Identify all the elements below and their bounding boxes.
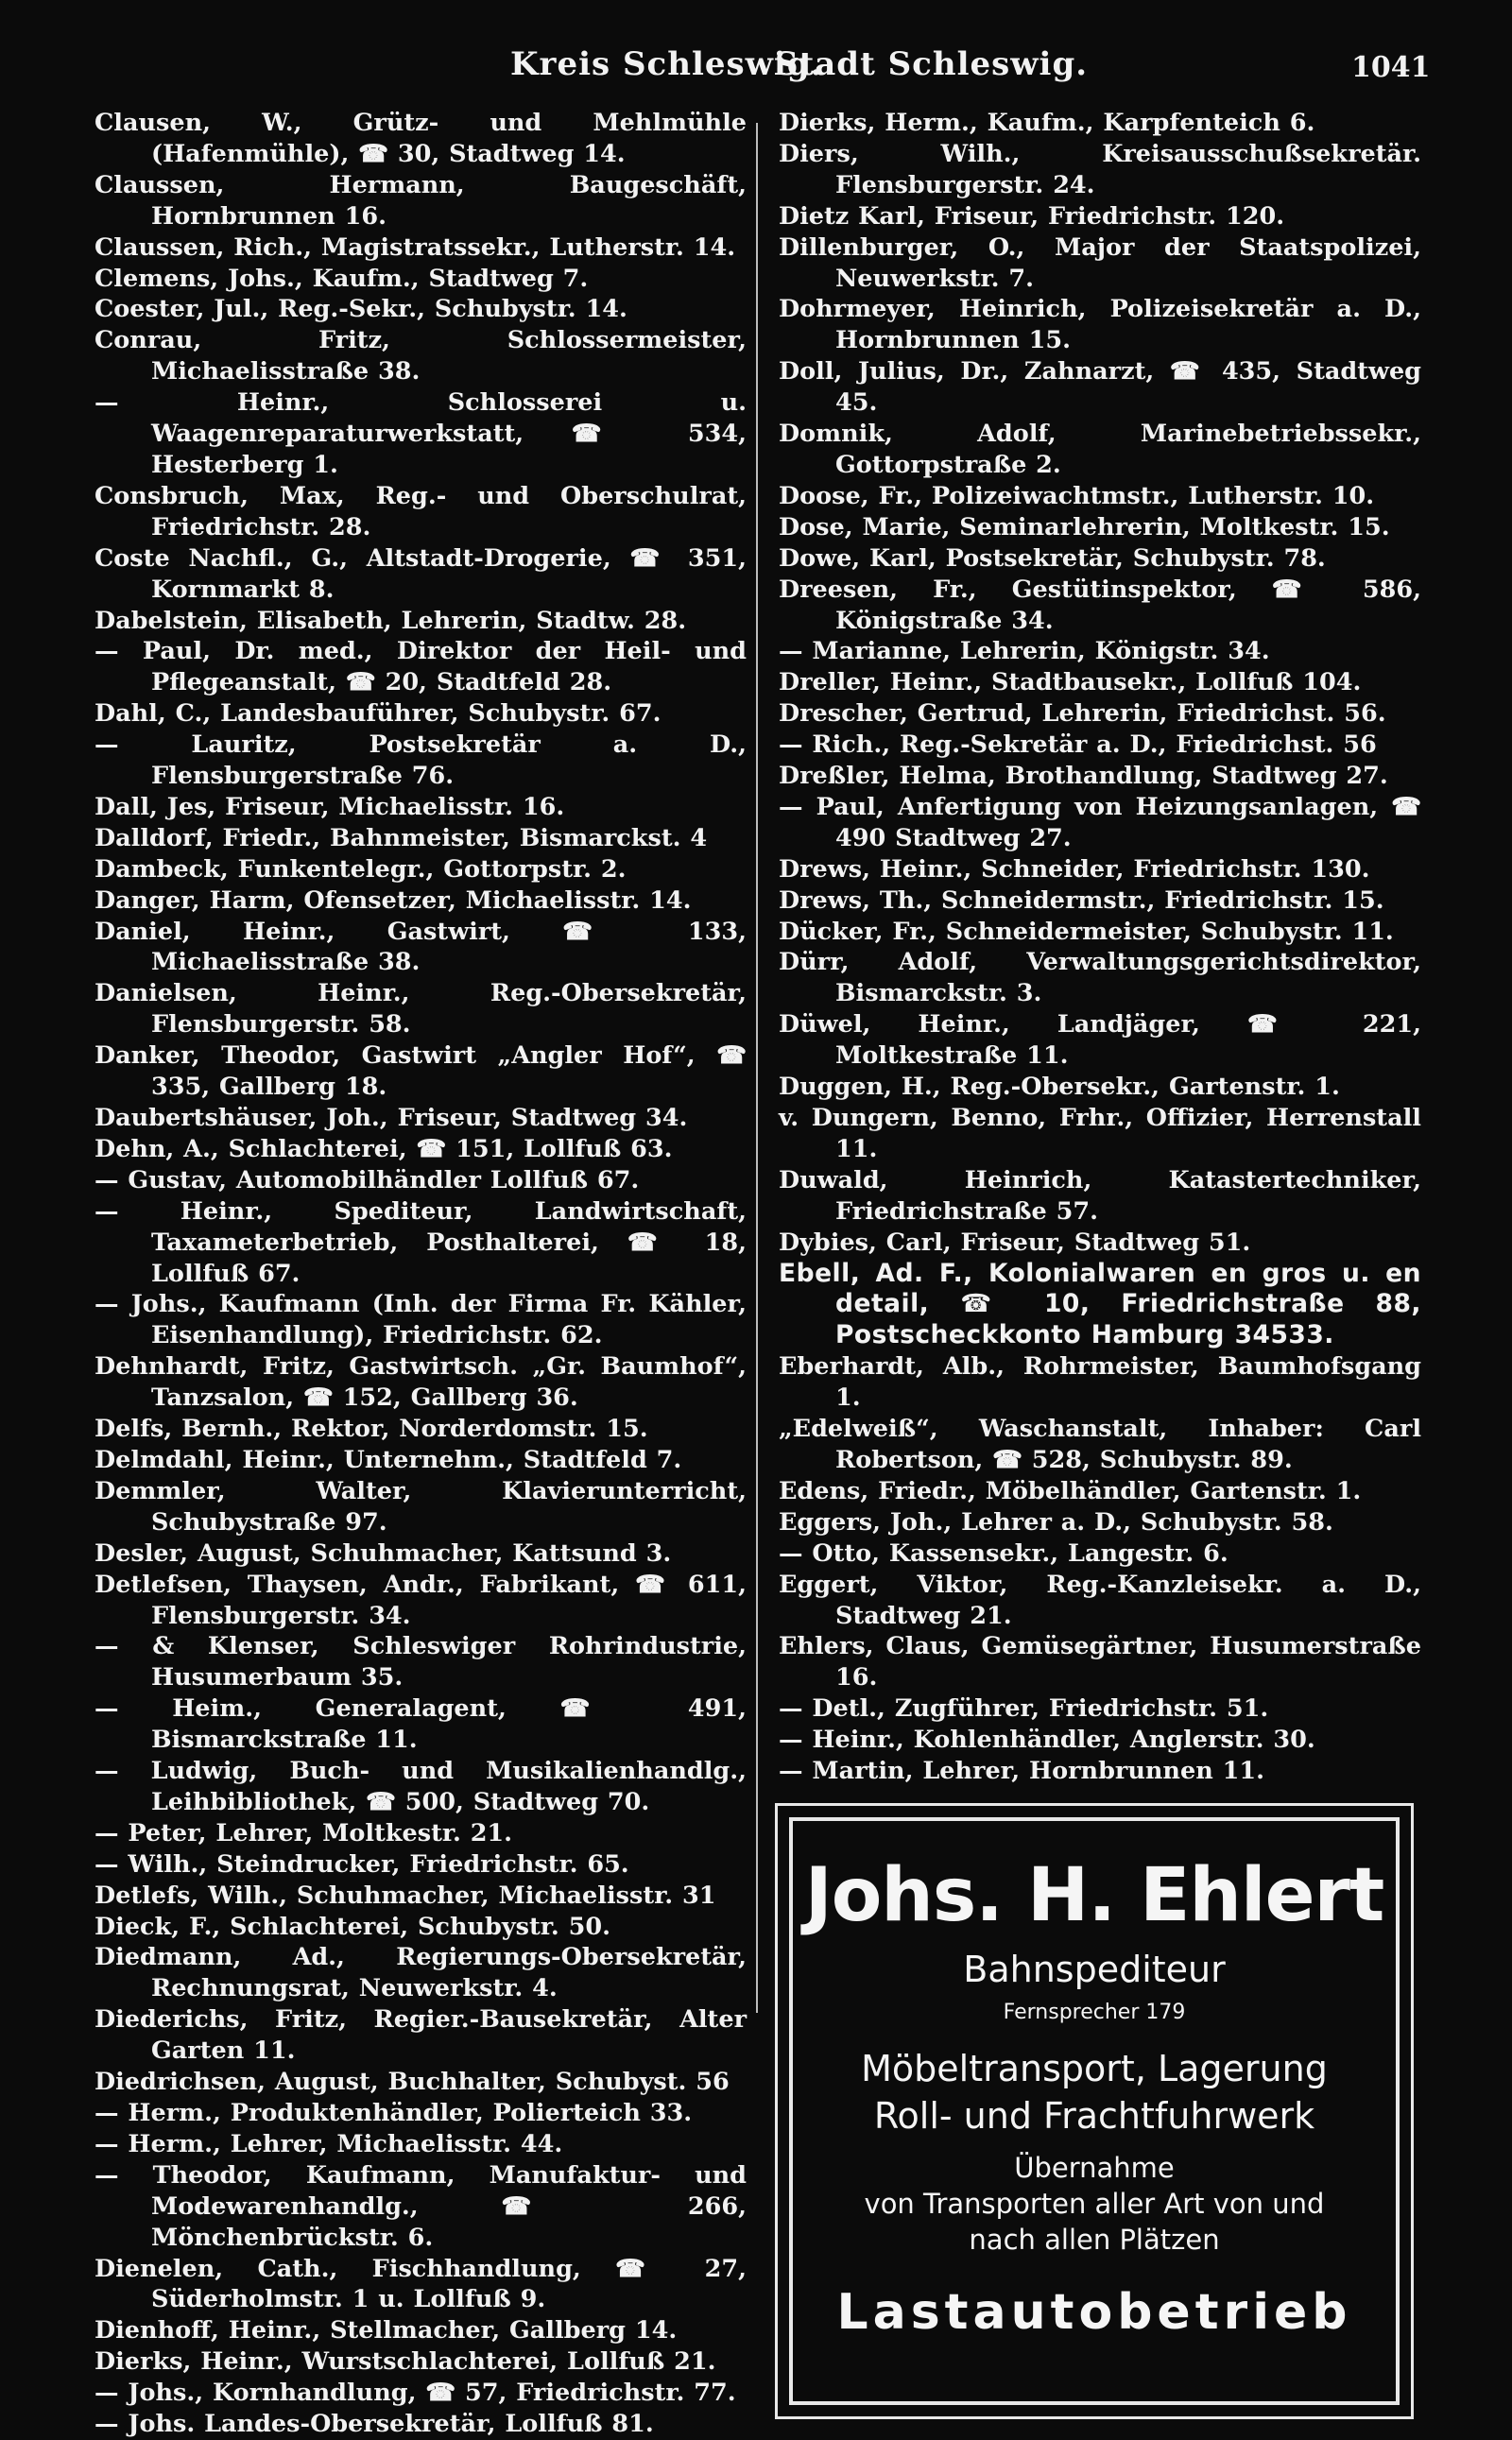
directory-entry: — Herm., Produktenhändler, Polierteich 33. bbox=[94, 2099, 693, 2127]
directory-entry: Dienhoff, Heinr., Stellmacher, Gallberg 14. bbox=[94, 2316, 678, 2345]
directory-entry: Dehnhardt, Fritz, Gastwirtsch. „Gr. Baumhof“, Tanzsalon, ☎ 152, Gallberg 36. bbox=[94, 1352, 747, 1413]
directory-entry: v. Dungern, Benno, Frhr., Offizier, Herrenstall 11. bbox=[779, 1104, 1421, 1163]
header-city: Stadt Schleswig. bbox=[775, 45, 1089, 83]
directory-entry: Dose, Marie, Seminarlehrerin, Moltkestr. 15. bbox=[779, 512, 1390, 541]
directory-entry: Dreesen, Fr., Gestütinspektor, ☎ 586, Königstraße 34. bbox=[779, 575, 1421, 635]
directory-entry: — Paul, Dr. med., Direktor der Heil- und Pflegeanstalt, ☎ 20, Stadtfeld 28. bbox=[94, 637, 747, 697]
directory-entry: Eberhardt, Alb., Rohrmeister, Baumhofsgang 1. bbox=[779, 1352, 1421, 1413]
right-column bbox=[779, 108, 1421, 1787]
directory-entry: Delmdahl, Heinr., Unternehm., Stadtfeld 7. bbox=[94, 1445, 682, 1474]
directory-entry: Dowe, Karl, Postsekretär, Schubystr. 78. bbox=[779, 543, 1326, 573]
directory-entry: Dietz Karl, Friseur, Friedrichstr. 120. bbox=[779, 201, 1285, 231]
directory-entry: — Wilh., Steindrucker, Friedrichstr. 65. bbox=[94, 1849, 629, 1879]
directory-entry: Demmler, Walter, Klavierunterricht, Schubystraße 97. bbox=[94, 1476, 747, 1537]
directory-entry: — Johs., Kaufmann (Inh. der Firma Fr. Kähler, Eisenhandlung), Friedrichstr. 62. bbox=[94, 1290, 747, 1350]
directory-entry: Drews, Th., Schneidermstr., Friedrichstr. 15. bbox=[779, 885, 1384, 915]
directory-entry: Detlefsen, Thaysen, Andr., Fabrikant, ☎ 611, Flensburgerstr. 34. bbox=[94, 1570, 747, 1630]
directory-entry: Clemens, Johs., Kaufm., Stadtweg 7. bbox=[94, 264, 589, 293]
directory-entry: Delfs, Bernh., Rektor, Norderdomstr. 15. bbox=[94, 1415, 648, 1444]
directory-entry: Dohrmeyer, Heinrich, Polizeisekretär a. D., Hornbrunnen 15. bbox=[779, 295, 1421, 355]
header-district: Kreis Schleswig. bbox=[510, 45, 823, 83]
advertiser-name: Johs. H. Ehlert bbox=[804, 1853, 1384, 1938]
directory-entry: Duggen, H., Reg.-Obersekr., Gartenstr. 1. bbox=[779, 1073, 1340, 1102]
directory-entry: Dalldorf, Friedr., Bahnmeister, Bismarckst. 4 bbox=[94, 823, 708, 852]
directory-entry: — Marianne, Lehrerin, Königstr. 34. bbox=[779, 637, 1270, 666]
directory-entry: Dieck, F., Schlachterei, Schubystr. 50. bbox=[94, 1912, 611, 1941]
advertisement bbox=[775, 1803, 1414, 2419]
directory-entry: Conrau, Fritz, Schlossermeister, Michaelisstraße 38. bbox=[94, 326, 747, 387]
directory-entry: Dall, Jes, Friseur, Michaelisstr. 16. bbox=[94, 792, 565, 821]
directory-entry: Dürr, Adolf, Verwaltungsgerichtsdirektor, Bismarckstr. 3. bbox=[779, 948, 1421, 1008]
directory-entry: — Heinr., Kohlenhändler, Anglerstr. 30. bbox=[779, 1726, 1315, 1755]
directory-entry: — Martin, Lehrer, Hornbrunnen 11. bbox=[779, 1757, 1264, 1786]
directory-entry: — Paul, Anfertigung von Heizungsanlagen, ☎ 490 Stadtweg 27. bbox=[779, 792, 1421, 852]
directory-entry: Doose, Fr., Polizeiwachtmstr., Lutherstr. 10. bbox=[779, 481, 1375, 510]
directory-entry: Claussen, Hermann, Baugeschäft, Hornbrunnen 16. bbox=[94, 170, 747, 231]
directory-entry: Ehlers, Claus, Gemüsegärtner, Husumerstraße 16. bbox=[779, 1632, 1421, 1693]
directory-entry: Dehn, A., Schlachterei, ☎ 151, Lollfuß 63. bbox=[94, 1134, 673, 1163]
directory-entry: — Gustav, Automobilhändler Lollfuß 67. bbox=[94, 1165, 640, 1194]
advert-line-5: nach allen Plätzen bbox=[969, 2224, 1220, 2256]
directory-entry-advert: Ebell, Ad. F., Kolonialwaren en gros u. en detail, ☎ 10, Friedrichstraße 88, Postscheckkonto Hamburg 34533. bbox=[779, 1258, 1421, 1350]
directory-entry: Dienelen, Cath., Fischhandlung, ☎ 27, Süderholmstr. 1 u. Lollfuß 9. bbox=[94, 2254, 747, 2314]
directory-entry: — Heim., Generalagent, ☎ 491, Bismarckstraße 11. bbox=[94, 1694, 747, 1755]
directory-entry: — Rich., Reg.-Sekretär a. D., Friedrichst. 56 bbox=[779, 730, 1377, 760]
directory-entry: — Herm., Lehrer, Michaelisstr. 44. bbox=[94, 2129, 563, 2158]
directory-entry: Desler, August, Schuhmacher, Kattsund 3. bbox=[94, 1538, 672, 1568]
directory-entry: — Johs., Kornhandlung, ☎ 57, Friedrichstr. 77. bbox=[94, 2379, 736, 2408]
directory-entry: Duwald, Heinrich, Katastertechniker, Friedrichstraße 57. bbox=[779, 1165, 1421, 1226]
advertisement-frame bbox=[789, 1817, 1400, 2405]
directory-entry: „Edelweiß“, Waschanstalt, Inhaber: Carl Robertson, ☎ 528, Schubystr. 89. bbox=[779, 1415, 1421, 1474]
directory-entry: Danker, Theodor, Gastwirt „Angler Hof“, ☎ 335, Gallberg 18. bbox=[94, 1041, 747, 1102]
directory-entry: Diederichs, Fritz, Regier.-Bausekretär, Alter Garten 11. bbox=[94, 2005, 747, 2066]
advertiser-phone: Fernsprecher 179 bbox=[1003, 2001, 1186, 2024]
directory-entry: Dierks, Heinr., Wurstschlachterei, Lollfuß 21. bbox=[94, 2347, 716, 2377]
directory-entry: Diedmann, Ad., Regierungs-Obersekretär, Rechnungsrat, Neuwerkstr. 4. bbox=[94, 1943, 747, 2003]
directory-entry: Dambeck, Funkentelegr., Gottorpstr. 2. bbox=[94, 854, 627, 884]
directory-entry: — Peter, Lehrer, Moltkestr. 21. bbox=[94, 1818, 513, 1847]
directory-entry: Doll, Julius, Dr., Zahnarzt, ☎ 435, Stadtweg 45. bbox=[779, 357, 1421, 418]
advert-line-3: Übernahme bbox=[1014, 2152, 1175, 2184]
advertiser-role: Bahnspediteur bbox=[963, 1949, 1226, 1990]
directory-entry: Coste Nachfl., G., Altstadt-Drogerie, ☎ 351, Kornmarkt 8. bbox=[94, 543, 747, 604]
page-number: 1041 bbox=[1351, 51, 1431, 84]
directory-entry: — Theodor, Kaufmann, Manufaktur- und Modewarenhandlg., ☎ 266, Mönchenbrückstr. 6. bbox=[94, 2160, 747, 2252]
directory-entry: Dahl, C., Landesbauführer, Schubystr. 67. bbox=[94, 699, 662, 729]
directory-entry: — Ludwig, Buch- und Musikalienhandlg., Leihbibliothek, ☎ 500, Stadtweg 70. bbox=[94, 1757, 747, 1816]
advert-line-1: Möbeltransport, Lagerung bbox=[861, 2048, 1328, 2089]
directory-entry: Consbruch, Max, Reg.- und Oberschulrat, Friedrichstr. 28. bbox=[94, 481, 747, 541]
directory-entry: Diedrichsen, August, Buchhalter, Schubyst. 56 bbox=[94, 2068, 730, 2097]
advert-line-4: von Transporten aller Art von und bbox=[864, 2188, 1325, 2220]
directory-entry: Eggert, Viktor, Reg.-Kanzleisekr. a. D., Stadtweg 21. bbox=[779, 1570, 1421, 1630]
directory-entry: Detlefs, Wilh., Schuhmacher, Michaelisstr. 31 bbox=[94, 1881, 716, 1910]
directory-entry: Diers, Wilh., Kreisausschußsekretär. Flensburgerstr. 24. bbox=[779, 139, 1421, 199]
directory-entry: Eggers, Joh., Lehrer a. D., Schubystr. 58. bbox=[779, 1507, 1333, 1537]
column-divider bbox=[756, 123, 758, 2013]
directory-entry: — Heinr., Schlosserei u. Waagenreparaturwerkstatt, ☎ 534, Hesterberg 1. bbox=[94, 388, 747, 479]
directory-entry: Dreßler, Helma, Brothandlung, Stadtweg 27. bbox=[779, 762, 1388, 791]
directory-entry: — Detl., Zugführer, Friedrichstr. 51. bbox=[779, 1694, 1269, 1724]
directory-entry: — Johs. Landes-Obersekretär, Lollfuß 81. bbox=[94, 2410, 654, 2439]
directory-entry: Dierks, Herm., Kaufm., Karpfenteich 6. bbox=[779, 109, 1315, 137]
directory-entry: Dücker, Fr., Schneidermeister, Schubystr. 11. bbox=[779, 917, 1394, 946]
directory-entry: Claussen, Rich., Magistratssekr., Lutherstr. 14. bbox=[94, 232, 736, 262]
directory-entry: Drescher, Gertrud, Lehrerin, Friedrichst. 56. bbox=[779, 699, 1386, 729]
advert-line-2: Roll- und Frachtfuhrwerk bbox=[873, 2095, 1315, 2137]
directory-entry: Dybies, Carl, Friseur, Stadtweg 51. bbox=[779, 1228, 1251, 1257]
directory-entry: Edens, Friedr., Möbelhändler, Gartenstr. 1. bbox=[779, 1476, 1362, 1505]
directory-entry: Düwel, Heinr., Landjäger, ☎ 221, Moltkestraße 11. bbox=[779, 1010, 1421, 1071]
directory-entry: Dillenburger, O., Major der Staatspolizei, Neuwerkstr. 7. bbox=[779, 232, 1421, 293]
directory-entry: Dreller, Heinr., Stadtbausekr., Lollfuß 104. bbox=[779, 668, 1362, 697]
page-header bbox=[0, 34, 1512, 100]
directory-entry: Drews, Heinr., Schneider, Friedrichstr. 130. bbox=[779, 854, 1370, 884]
directory-entry: Domnik, Adolf, Marinebetriebssekr., Gottorpstraße 2. bbox=[779, 420, 1421, 479]
directory-entry: Danger, Harm, Ofensetzer, Michaelisstr. 14. bbox=[94, 885, 692, 915]
directory-entry: Coester, Jul., Reg.-Sekr., Schubystr. 14. bbox=[94, 295, 627, 324]
advert-tagline: Lastautobetrieb bbox=[836, 2284, 1352, 2341]
directory-entry: — Lauritz, Postsekretär a. D., Flensburgerstraße 76. bbox=[94, 730, 747, 791]
directory-entry: Danielsen, Heinr., Reg.-Obersekretär, Flensburgerstr. 58. bbox=[94, 979, 747, 1040]
directory-entry: — Heinr., Spediteur, Landwirtschaft, Taxameterbetrieb, Posthalterei, ☎ 18, Lollfuß 67. bbox=[94, 1196, 747, 1288]
directory-entry: — Otto, Kassensekr., Langestr. 6. bbox=[779, 1538, 1228, 1568]
left-column bbox=[94, 108, 747, 2440]
directory-entry: Clausen, W., Grütz- und Mehlmühle (Hafenmühle), ☎ 30, Stadtweg 14. bbox=[94, 109, 747, 168]
directory-entry: Dabelstein, Elisabeth, Lehrerin, Stadtw. 28. bbox=[94, 606, 687, 635]
directory-entry: — & Klenser, Schleswiger Rohrindustrie, Husumerbaum 35. bbox=[94, 1632, 747, 1693]
directory-entry: Daniel, Heinr., Gastwirt, ☎ 133, Michaelisstraße 38. bbox=[94, 917, 747, 977]
directory-entry: Daubertshäuser, Joh., Friseur, Stadtweg 34. bbox=[94, 1104, 688, 1132]
